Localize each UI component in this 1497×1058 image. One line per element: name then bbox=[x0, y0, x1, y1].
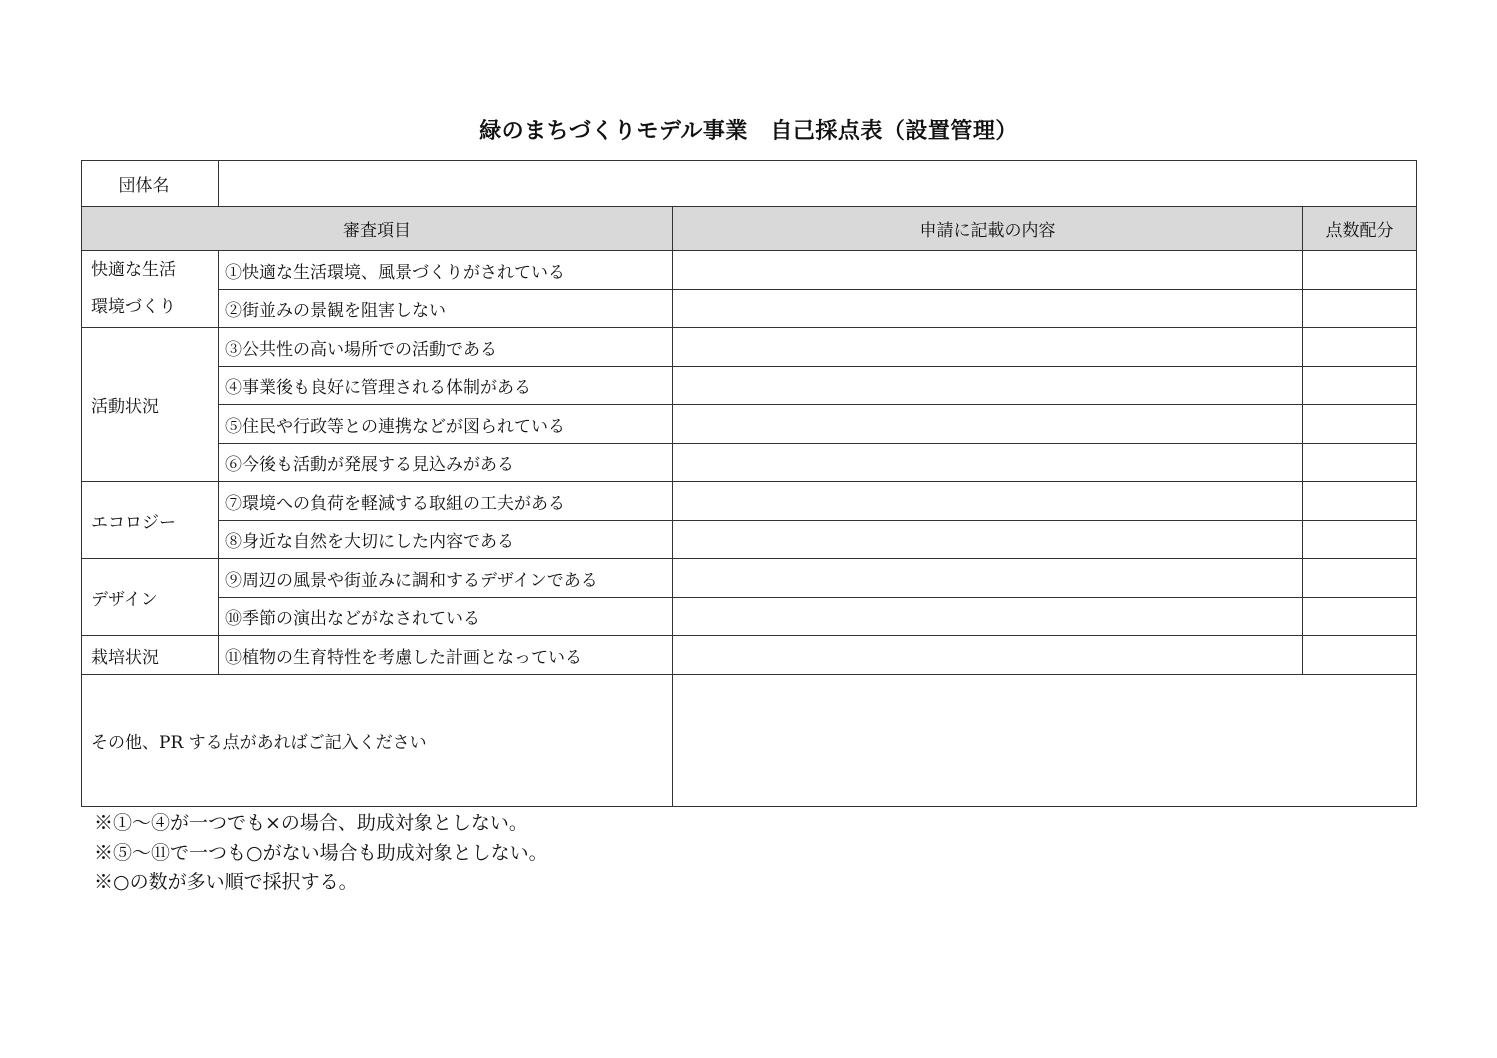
table-row bbox=[82, 367, 1417, 405]
review-item: ⑩季節の演出などがなされている bbox=[219, 598, 673, 636]
review-item: ③公共性の高い場所での活動である bbox=[219, 328, 673, 367]
organization-label: 団体名 bbox=[82, 161, 219, 207]
pr-row bbox=[82, 675, 1417, 807]
organization-name-field[interactable] bbox=[219, 161, 1417, 207]
review-item: ④事業後も良好に管理される体制がある bbox=[219, 367, 673, 405]
content-cell[interactable] bbox=[673, 367, 1303, 405]
content-cell[interactable] bbox=[673, 444, 1303, 482]
category-cultivation-status: 栽培状況 bbox=[82, 636, 219, 675]
table-row bbox=[82, 405, 1417, 444]
score-cell[interactable] bbox=[1303, 444, 1417, 482]
page-title: 緑のまちづくりモデル事業 自己採点表（設置管理） bbox=[479, 118, 1018, 144]
category-comfortable-environment bbox=[82, 251, 219, 328]
score-cell[interactable] bbox=[1303, 290, 1417, 328]
pr-field[interactable] bbox=[673, 675, 1417, 807]
table-row bbox=[82, 444, 1417, 482]
score-cell[interactable] bbox=[1303, 521, 1417, 559]
content-cell[interactable] bbox=[673, 405, 1303, 444]
content-cell[interactable] bbox=[673, 598, 1303, 636]
content-cell[interactable] bbox=[673, 328, 1303, 367]
notes bbox=[94, 809, 548, 898]
note-line: ※①～④が一つでも×の場合、助成対象としない。 bbox=[94, 812, 528, 834]
content-cell[interactable] bbox=[673, 290, 1303, 328]
review-item: ⑦環境への負荷を軽減する取組の工夫がある bbox=[219, 482, 673, 521]
review-item: ⑤住民や行政等との連携などが図られている bbox=[219, 405, 673, 444]
header-score: 点数配分 bbox=[1303, 207, 1417, 251]
table-row bbox=[82, 328, 1417, 367]
header-application-content: 申請に記載の内容 bbox=[673, 207, 1303, 251]
score-cell[interactable] bbox=[1303, 559, 1417, 598]
category-label-line: 快適な生活 bbox=[91, 260, 176, 280]
table-row bbox=[82, 521, 1417, 559]
score-cell[interactable] bbox=[1303, 367, 1417, 405]
table-row bbox=[82, 636, 1417, 675]
review-item: ⑪植物の生育特性を考慮した計画となっている bbox=[219, 636, 673, 675]
organization-row bbox=[82, 161, 1417, 207]
score-cell[interactable] bbox=[1303, 328, 1417, 367]
content-cell[interactable] bbox=[673, 251, 1303, 290]
table-row bbox=[82, 251, 1417, 290]
table-row bbox=[82, 598, 1417, 636]
score-cell[interactable] bbox=[1303, 405, 1417, 444]
note-line: ※⑤～⑪で一つも○がない場合も助成対象としない。 bbox=[94, 841, 548, 864]
pr-label: その他、PR する点があればご記入ください bbox=[82, 675, 673, 807]
review-item: ⑥今後も活動が発展する見込みがある bbox=[219, 444, 673, 482]
review-item: ⑧身近な自然を大切にした内容である bbox=[219, 521, 673, 559]
content-cell[interactable] bbox=[673, 482, 1303, 521]
table-row bbox=[82, 559, 1417, 598]
category-label-line: 環境づくり bbox=[91, 297, 176, 317]
self-scoring-table bbox=[81, 160, 1417, 807]
table-row bbox=[82, 482, 1417, 521]
header-review-items: 審査項目 bbox=[82, 207, 673, 251]
content-cell[interactable] bbox=[673, 559, 1303, 598]
content-cell[interactable] bbox=[673, 636, 1303, 675]
score-cell[interactable] bbox=[1303, 251, 1417, 290]
review-item: ②街並みの景観を阻害しない bbox=[219, 290, 673, 328]
score-cell[interactable] bbox=[1303, 598, 1417, 636]
note-line: ※○の数が多い順で採択する。 bbox=[94, 871, 358, 893]
table-row bbox=[82, 290, 1417, 328]
review-item: ①快適な生活環境、風景づくりがされている bbox=[219, 251, 673, 290]
score-cell[interactable] bbox=[1303, 482, 1417, 521]
category-design: デザイン bbox=[82, 559, 219, 636]
score-cell[interactable] bbox=[1303, 636, 1417, 675]
category-activity-status: 活動状況 bbox=[82, 328, 219, 482]
header-row bbox=[82, 207, 1417, 251]
category-ecology: エコロジー bbox=[82, 482, 219, 559]
review-item: ⑨周辺の風景や街並みに調和するデザインである bbox=[219, 559, 673, 598]
content-cell[interactable] bbox=[673, 521, 1303, 559]
